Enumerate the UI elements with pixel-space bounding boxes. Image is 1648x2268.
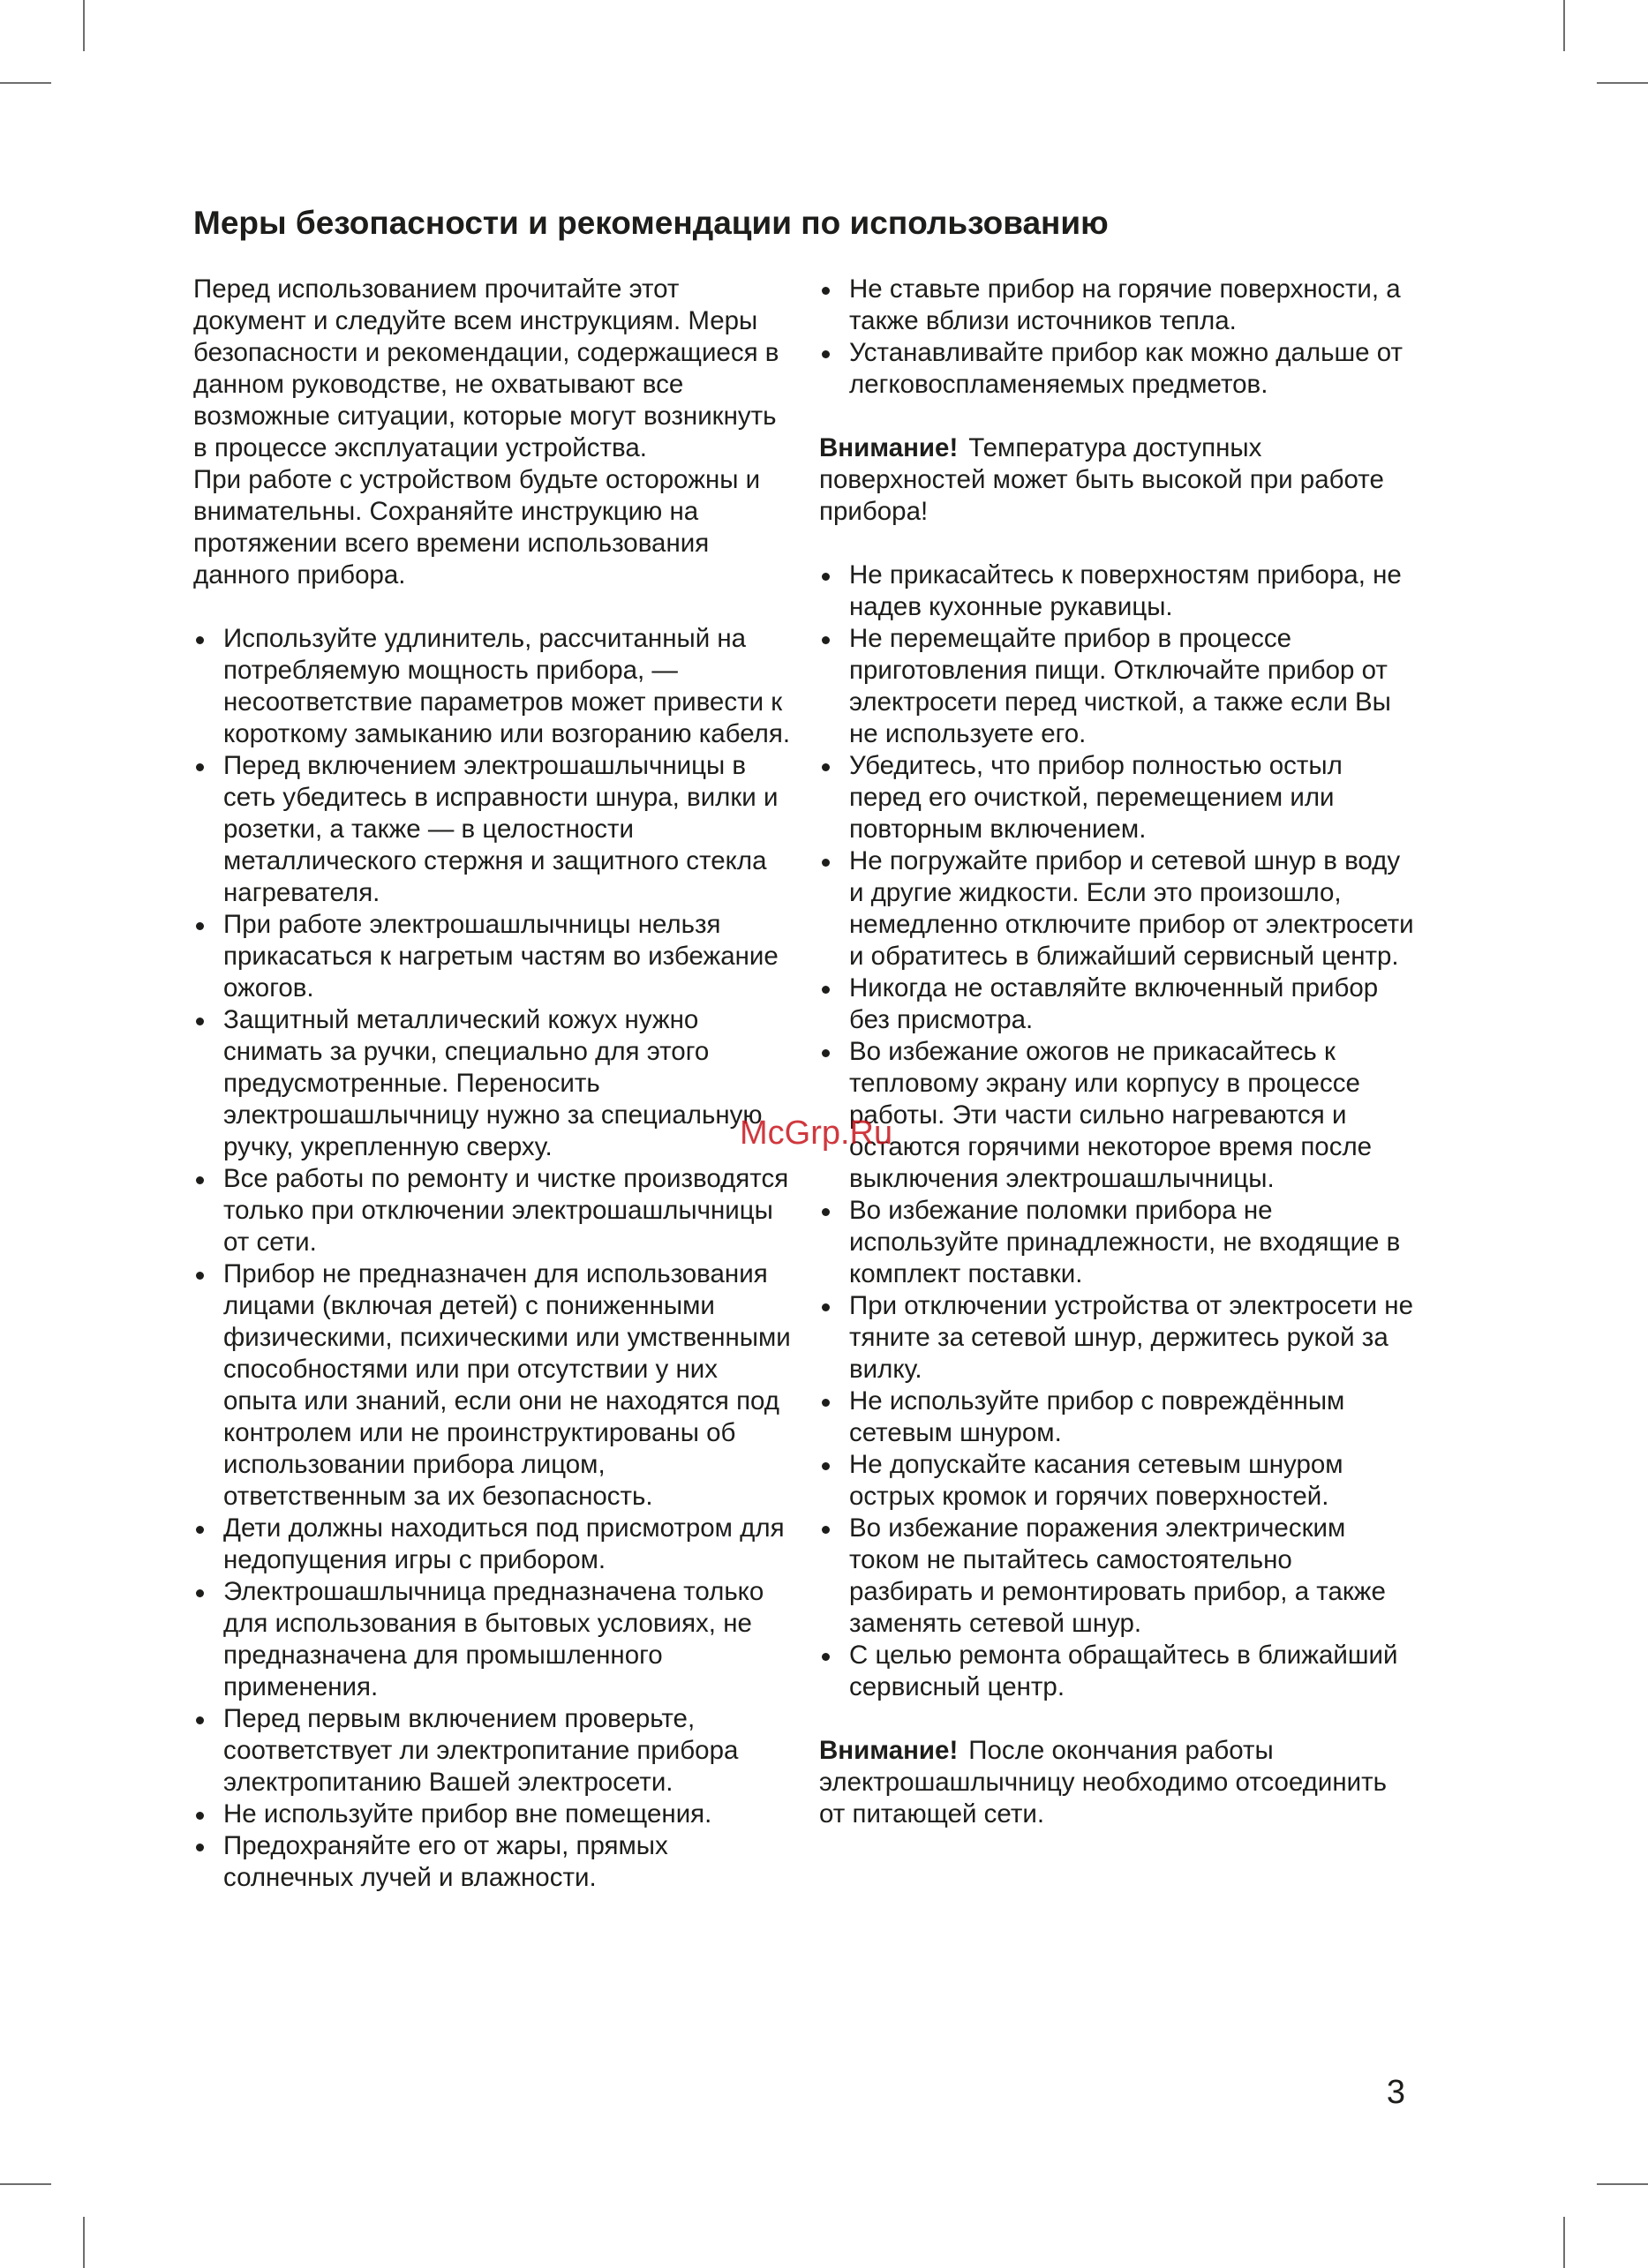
list-item: Во избежание поломки прибора не используйте принадлежности, не входящие в комплект поставки. (819, 1195, 1419, 1290)
crop-mark (0, 82, 51, 84)
list-item: Перед включением электрошашлычницы в сеть убедитесь в исправности шнура, вилки и розетки, а также — в целостности металлического стержня и защитного стекла нагревателя. (193, 750, 794, 909)
list-item: Не используйте прибор с повреждённым сетевым шнуром. (819, 1386, 1419, 1449)
crop-mark (83, 0, 85, 51)
list-item: При отключении устройства от электросети не тяните за сетевой шнур, держитесь рукой за вилку. (819, 1290, 1419, 1386)
list-item: Во избежание поражения электрическим током не пытайтесь самостоятельно разбирать и ремонтировать прибор, а также заменять сетевой шнур. (819, 1513, 1419, 1640)
safety-list-right-main (819, 559, 1419, 1703)
list-item: Защитный металлический кожух нужно снимать за ручки, специально для этого предусмотренные. Переносить электрошашлычницу нужно за специальную ручку, укрепленную сверху. (193, 1004, 794, 1163)
warning-text: Температура доступных поверхностей может быть высокой при работе прибора! (819, 433, 1384, 526)
left-column (193, 274, 794, 1894)
intro-paragraph: При работе с устройством будьте осторожны и внимательны. Сохраняйте инструкцию на протяжении всего времени использования данного прибора. (193, 465, 761, 590)
list-item: Дети должны находиться под присмотром для недопущения игры с прибором. (193, 1513, 794, 1576)
warning-note (819, 432, 1419, 528)
warning-label: Внимание! (819, 433, 959, 462)
crop-mark (1563, 0, 1565, 51)
list-item: Прибор не предназначен для использования лицами (включая детей) с пониженными физическими, психическими или умственными способностями или при отсутствии у них опыта или знаний, если они не находятся под контролем или не проинструктированы об использовании прибора лицом, ответственным за их безопасность. (193, 1258, 794, 1513)
list-item: Не допускайте касания сетевым шнуром острых кромок и горячих поверхностей. (819, 1449, 1419, 1513)
safety-list-right-top (819, 274, 1419, 401)
page-number: 3 (1386, 2074, 1405, 2111)
list-item: Используйте удлинитель, рассчитанный на потребляемую мощность прибора, — несоответствие параметров может привести к короткому замыканию или возгоранию кабеля. (193, 623, 794, 750)
page-title: Меры безопасности и рекомендации по использованию (193, 205, 1109, 241)
intro-paragraph: Перед использованием прочитайте этот документ и следуйте всем инструкциям. Меры безопасности и рекомендации, содержащиеся в данном руководстве, не охватывают все возможные ситуации, которые могут возникнуть в процессе эксплуатации устройства. (193, 274, 779, 462)
warning-note (819, 1735, 1419, 1830)
safety-list-left (193, 623, 794, 1894)
list-item: Все работы по ремонту и чистке производятся только при отключении электрошашлычницы от сети. (193, 1163, 794, 1258)
list-item: Не ставьте прибор на горячие поверхности, а также вблизи источников тепла. (819, 274, 1419, 337)
list-item: Устанавливайте прибор как можно дальше от легковоспламеняемых предметов. (819, 337, 1419, 401)
crop-mark (1563, 2217, 1565, 2268)
warning-text: После окончания работы электрошашлычницу необходимо отсоединить от питающей сети. (819, 1736, 1388, 1829)
crop-mark (1597, 82, 1648, 84)
list-item: При работе электрошашлычницы нельзя прикасаться к нагретым частям во избежание ожогов. (193, 909, 794, 1004)
list-item: Электрошашлычница предназначена только для использования в бытовых условиях, не предназначена для промышленного применения. (193, 1576, 794, 1703)
list-item: Во избежание ожогов не прикасайтесь к тепловому экрану или корпусу в процессе работы. Эти части сильно нагреваются и остаются горячими некоторое время после выключения электрошашлычницы. (819, 1036, 1419, 1195)
crop-mark (1597, 2183, 1648, 2185)
crop-mark (83, 2217, 85, 2268)
list-item: Предохраняйте его от жары, прямых солнечных лучей и влажности. (193, 1830, 794, 1894)
list-item: Не погружайте прибор и сетевой шнур в воду и другие жидкости. Если это произошло, немедленно отключите прибор от электросети и обратитесь в ближайший сервисный центр. (819, 845, 1419, 973)
list-item: Не прикасайтесь к поверхностям прибора, не надев кухонные рукавицы. (819, 559, 1419, 623)
list-item: Не перемещайте прибор в процессе приготовления пищи. Отключайте прибор от электросети перед чисткой, а также если Вы не используете его. (819, 623, 1419, 750)
list-item: Никогда не оставляйте включенный прибор без присмотра. (819, 973, 1419, 1036)
list-item: Убедитесь, что прибор полностью остыл перед его очисткой, перемещением или повторным включением. (819, 750, 1419, 845)
right-column (819, 274, 1419, 1830)
warning-label: Внимание! (819, 1736, 959, 1765)
list-item: Перед первым включением проверьте, соответствует ли электропитание прибора электропитанию Вашей электросети. (193, 1703, 794, 1799)
list-item: Не используйте прибор вне помещения. (193, 1799, 794, 1830)
watermark: McGrp.Ru (740, 1115, 893, 1152)
crop-mark (0, 2183, 51, 2185)
list-item: С целью ремонта обращайтесь в ближайший сервисный центр. (819, 1640, 1419, 1703)
